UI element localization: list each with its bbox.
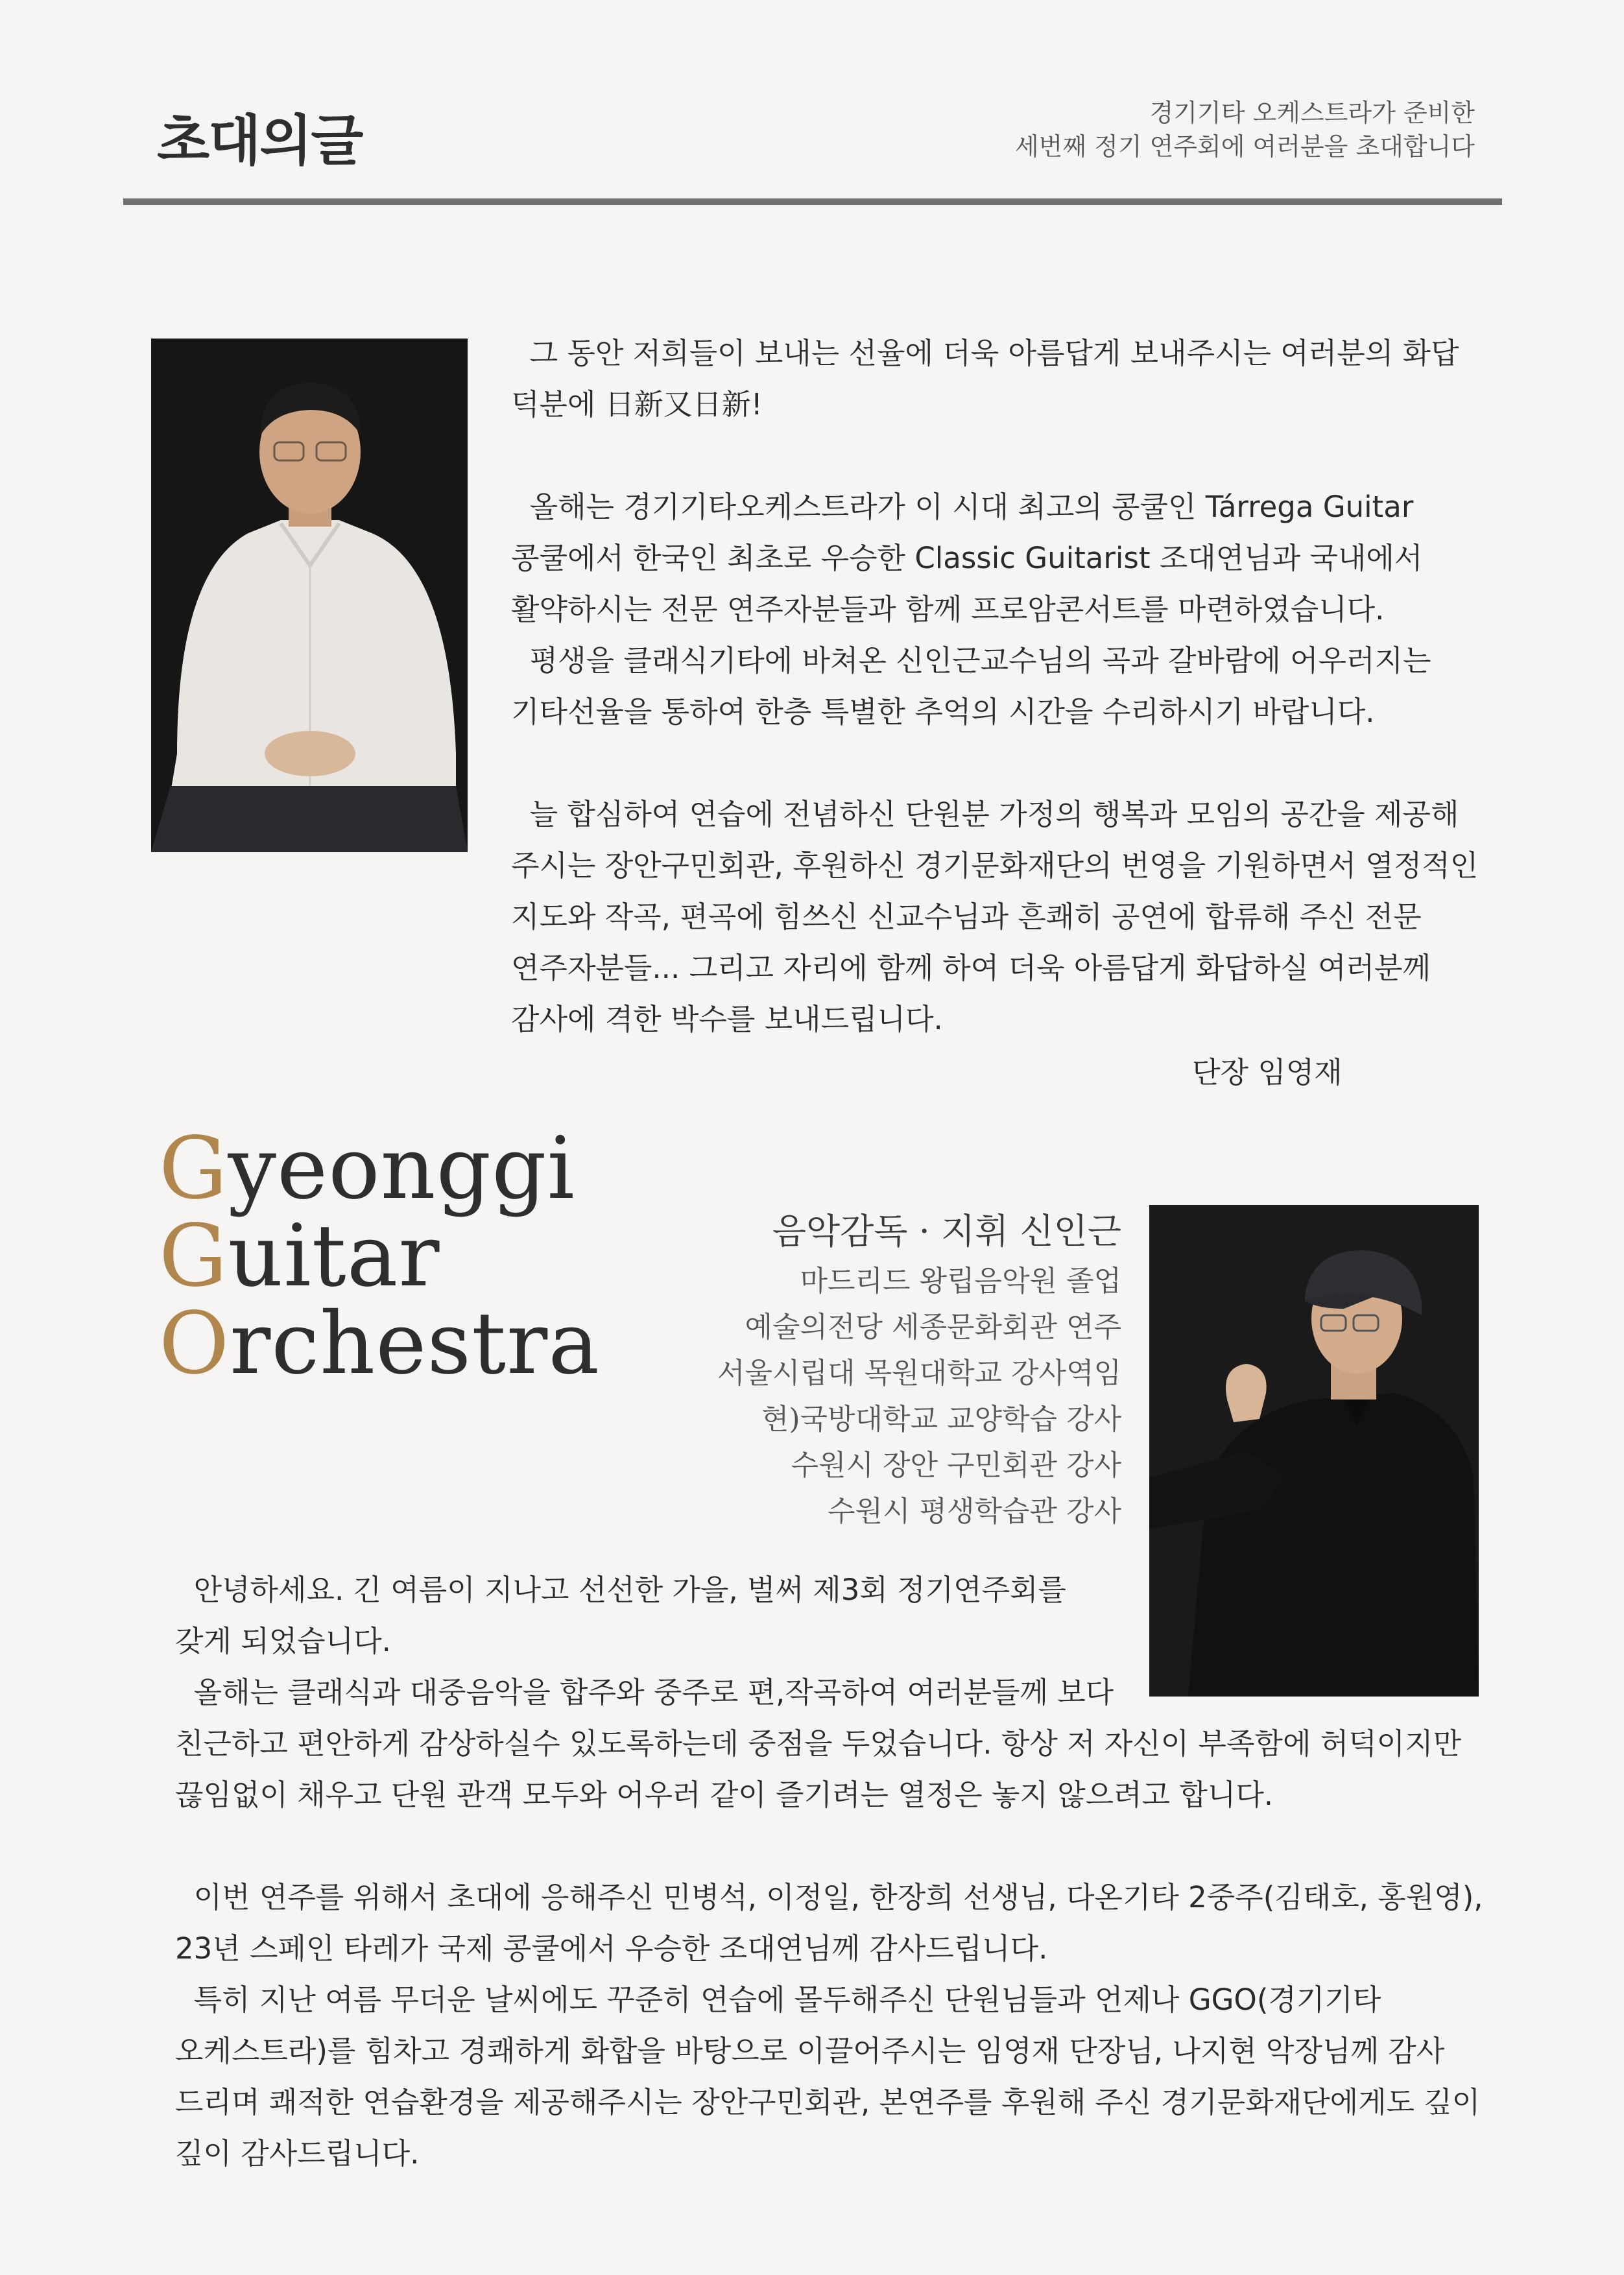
intro-line: 덕분에 日新又日新!	[511, 387, 763, 422]
greeting-line: 끊임없이 채우고 단원 관객 모두와 어우러 같이 즐기려는 열정은 놓지 않으려고 합니다.	[175, 1778, 1274, 1812]
credit-item: 수원시 장안 구민회관 강사	[791, 1449, 1121, 1482]
greeting-line: 드리며 쾌적한 연습환경을 제공해주시는 장안구민회관, 본연주를 후원해 주신 경기문화재단에게도 깊이	[175, 2085, 1481, 2119]
intro-line: 연주자분들... 그리고 자리에 함께 하여 더욱 아름답게 화답하실 여러분께	[511, 951, 1431, 985]
greeting-line: 이번 연주를 위해서 초대에 응해주신 민병석, 이정일, 한장희 선생님, 다온기타 2중주(김태호, 홍원영),	[175, 1880, 1483, 1914]
greeting-line	[175, 1820, 1511, 1872]
conductor-title: 음악감독 · 지휘 신인근	[772, 1211, 1121, 1252]
greeting-line: 갖게 되었습니다.	[175, 1624, 391, 1658]
logo-word-rest: uitar	[228, 1206, 440, 1306]
intro-line: 평생을 클래식기타에 바쳐온 신인근교수님의 곡과 갈바람에 어우러지는	[511, 643, 1431, 678]
intro-line: 올해는 경기기타오케스트라가 이 시대 최고의 콩쿨인 Tárrega Guitar	[511, 490, 1414, 524]
greeting-line: 깊이 감사드립니다.	[175, 2136, 420, 2171]
orchestra-logo	[159, 1119, 600, 1394]
credit-item: 현)국방대학교 교양학습 강사	[761, 1403, 1121, 1436]
header-divider	[123, 198, 1502, 205]
logo-word	[159, 1119, 600, 1219]
logo-word-rest: rchestra	[230, 1294, 600, 1394]
greeting-line: 안녕하세요. 긴 여름이 지나고 선선한 가을, 벌써 제3회 정기연주회를	[175, 1573, 1066, 1607]
credit-item: 예술의전당 세종문화회관 연주	[745, 1311, 1121, 1344]
greeting-line: 특히 지난 여름 무더운 날씨에도 꾸준히 연습에 몰두해주신 단원님들과 언제나 GGO(경기기타	[175, 1983, 1381, 2017]
intro-line: 활약하시는 전문 연주자분들과 함께 프로암콘서트를 마련하였습니다.	[511, 592, 1385, 626]
credit-item: 마드리드 왕립음악원 졸업	[800, 1265, 1121, 1298]
intro-line: 콩쿨에서 한국인 최초로 우승한 Classic Guitarist 조대연님과 국내에서	[511, 541, 1423, 575]
intro-line: 주시는 장안구민회관, 후원하신 경기문화재단의 번영을 기원하면서 열정적인	[511, 848, 1479, 883]
greeting-line: 친근하고 편안하게 감상하실수 있도록하는데 중점을 두었습니다. 항상 저 자신이 부족함에 허덕이지만	[175, 1726, 1462, 1761]
tagline-line: 경기기타 오케스트라가 준비한	[1149, 99, 1475, 127]
intro-line: 감사에 격한 박수를 보내드립니다.	[511, 1002, 943, 1036]
credit-item: 수원시 평생학습관 강사	[827, 1495, 1121, 1528]
logo-initial: O	[159, 1294, 230, 1394]
intro-line	[511, 737, 1471, 789]
conductor-credits	[717, 1205, 1121, 1534]
logo-initial: G	[159, 1119, 228, 1219]
intro-line: 늘 합심하여 연습에 전념하신 단원분 가정의 행복과 모임의 공간을 제공해	[511, 797, 1459, 831]
logo-initial: G	[159, 1206, 228, 1306]
intro-line: 기타선율을 통하여 한층 특별한 추억의 시간을 수리하시기 바랍니다.	[511, 695, 1375, 729]
director-portrait-photo	[151, 339, 468, 852]
logo-word	[159, 1294, 600, 1394]
logo-word	[159, 1206, 600, 1306]
credit-item: 서울시립대 목원대학교 강사역임	[717, 1357, 1121, 1390]
intro-line: 지도와 작곡, 편곡에 힘쓰신 신교수님과 흔쾌히 공연에 합류해 주신 전문	[511, 899, 1422, 934]
greeting-letter	[175, 1564, 1511, 2179]
intro-letter	[511, 328, 1479, 1045]
page-title: 초대의글	[157, 109, 363, 173]
greeting-line: 오케스트라)를 힘차고 경쾌하게 화합을 바탕으로 이끌어주시는 임영재 단장님, 나지현 악장님께 감사	[175, 2034, 1445, 2068]
tagline-line: 세번째 정기 연주회에 여러분을 초대합니다	[1014, 132, 1475, 161]
intro-line: 그 동안 저희들이 보내는 선율에 더욱 아름답게 보내주시는 여러분의 화답	[511, 336, 1459, 370]
greeting-line: 23년 스페인 타레가 국제 콩쿨에서 우승한 조대연님께 감사드립니다.	[175, 1931, 1048, 1966]
intro-line	[511, 430, 1471, 481]
greeting-line: 올해는 클래식과 대중음악을 합주와 중주로 편,작곡하여 여러분들께 보다	[175, 1675, 1114, 1709]
director-signature: 단장 임영재	[1192, 1055, 1343, 1090]
header-tagline	[1015, 96, 1475, 163]
logo-word-rest: yeonggi	[228, 1119, 575, 1219]
